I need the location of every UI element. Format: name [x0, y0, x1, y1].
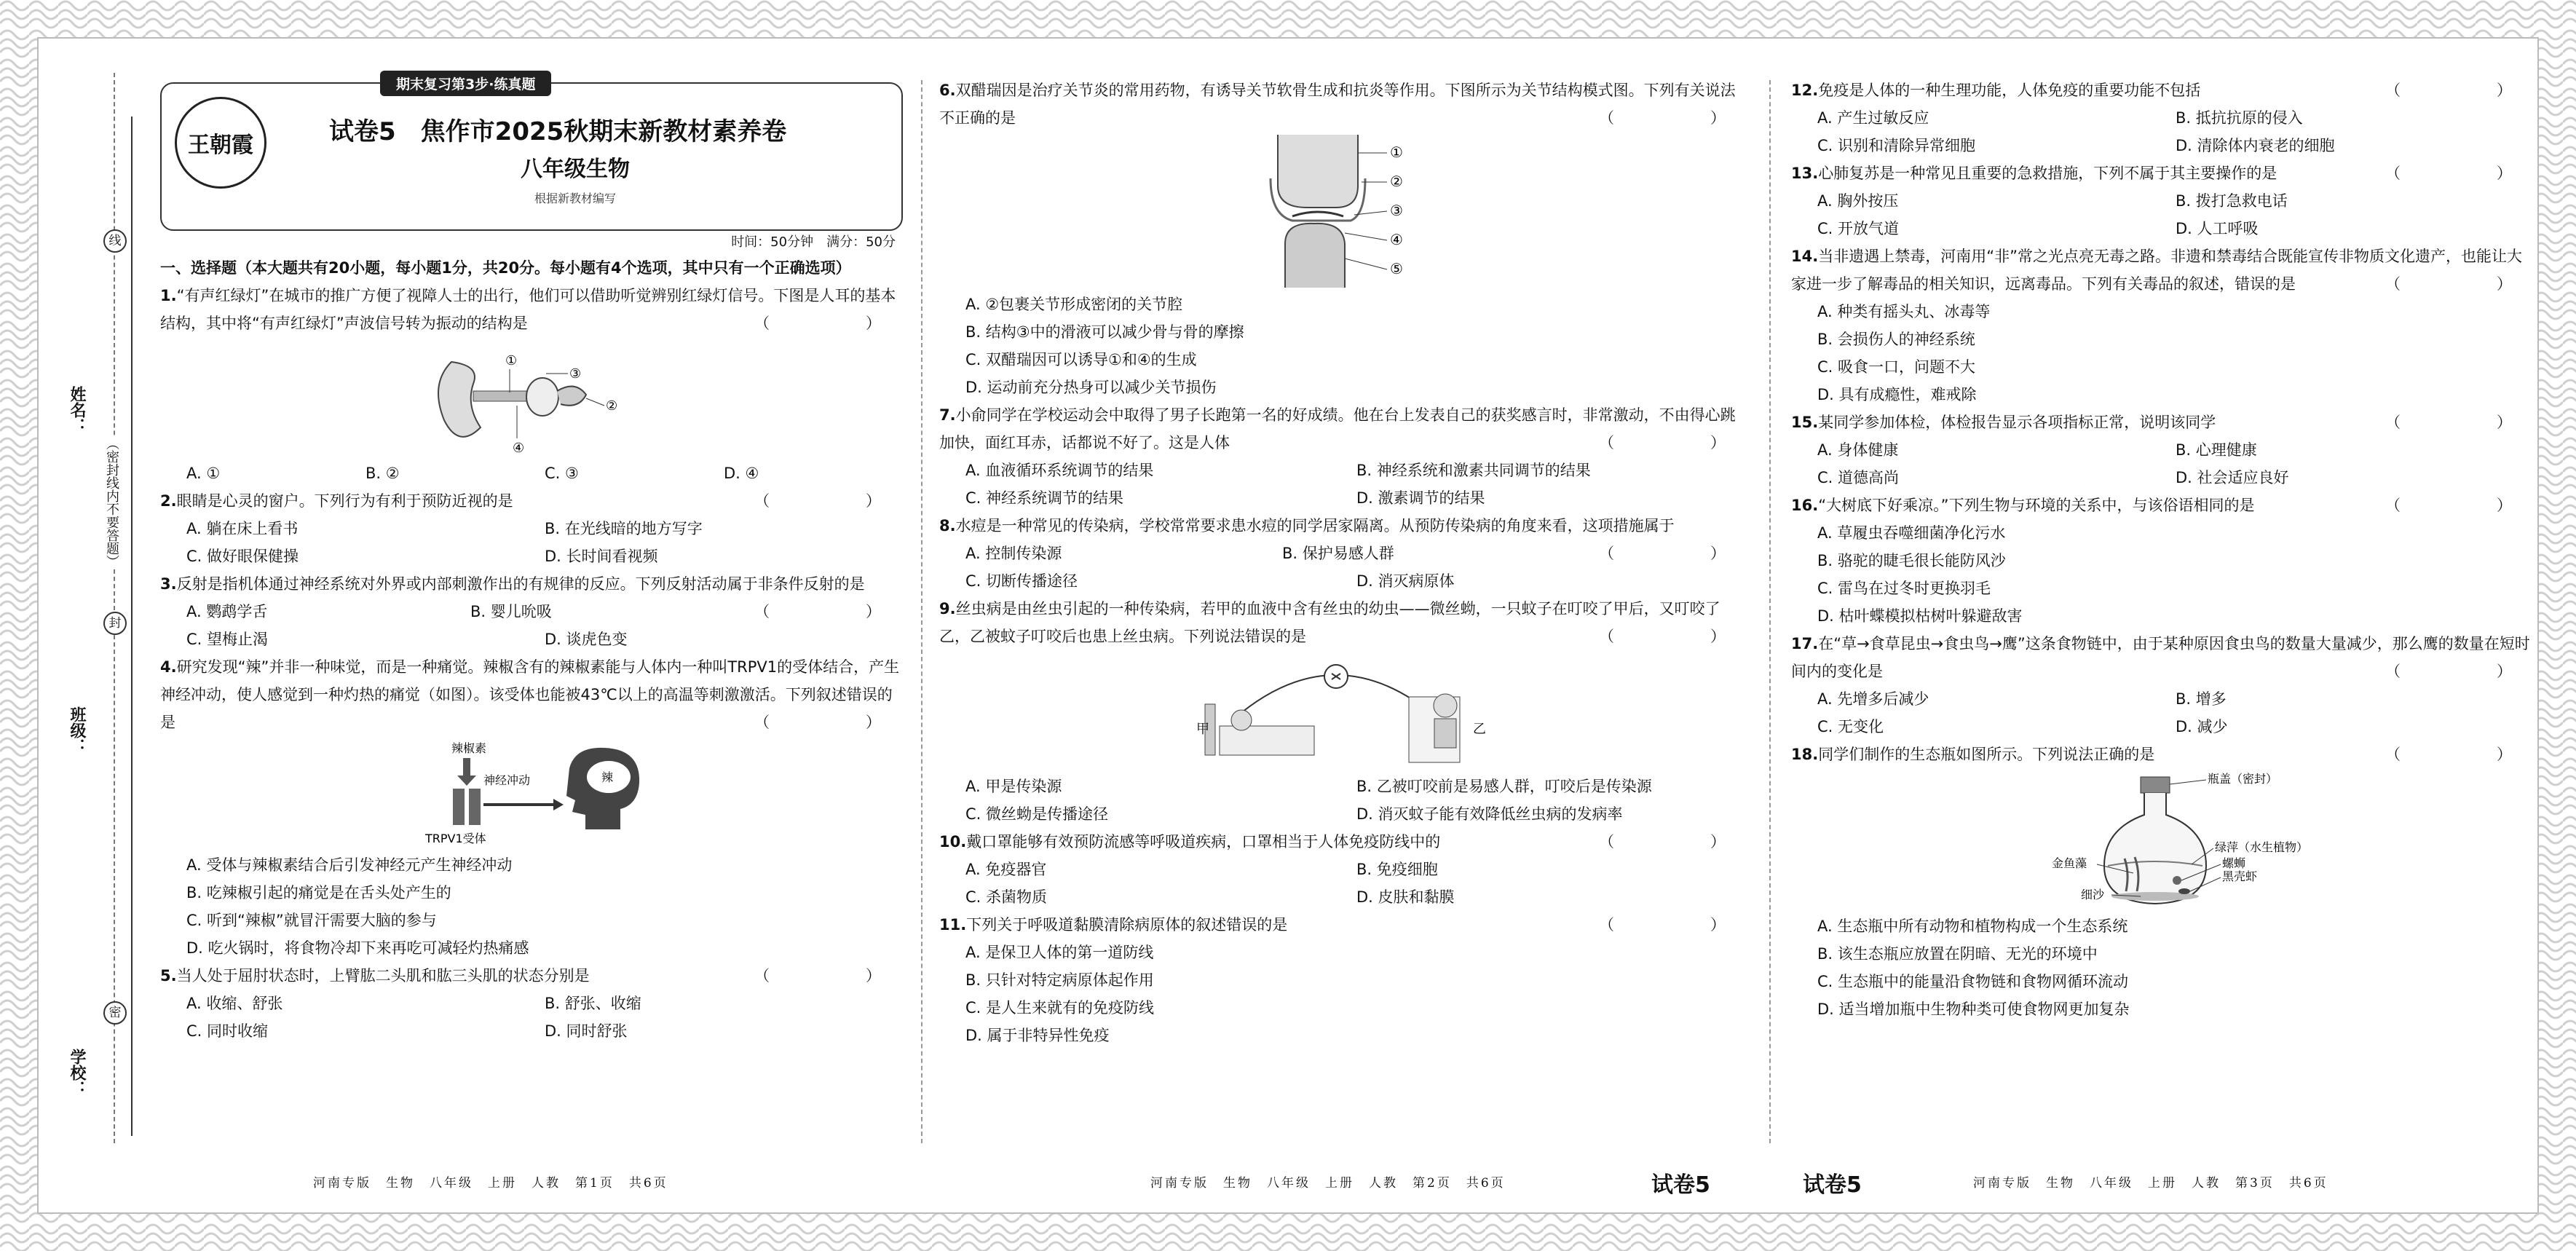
mosquito-figure: [939, 653, 1747, 770]
answer-blank[interactable]: （ ）: [2385, 82, 2534, 99]
option-d[interactable]: D. 人工呼吸: [2176, 220, 2259, 237]
question-8: [939, 512, 1747, 595]
exam-title: 试卷5 焦作市2025秋期末新教材素养卷: [329, 117, 787, 146]
exam-subtitle: 八年级生物: [521, 157, 630, 182]
question-12: [1791, 76, 2534, 159]
question-4: [160, 653, 903, 962]
option-c[interactable]: C. 雷鸟在过冬时更换羽毛: [1817, 580, 1991, 597]
option-a[interactable]: A. 鹦鹉学舌: [186, 603, 268, 620]
option-b[interactable]: B. 神经系统和激素共同调节的结果: [1356, 462, 1591, 479]
option-c[interactable]: C. 做好眼保健操: [186, 548, 299, 565]
option-b[interactable]: B. 心理健康: [2176, 441, 2257, 459]
seal-notice: （密封线内不要答题）: [102, 437, 121, 568]
option-d[interactable]: D. 适当增加瓶中生物种类可使食物网更加复杂: [1817, 1001, 2130, 1018]
question-text: 免疫是人体的一种生理功能，人体免疫的重要功能不包括: [1818, 82, 2201, 99]
question-text: 小俞同学在学校运动会中取得了男子长跑第一名的好成绩。他在台上发表自己的获奖感言时，非常激动，不由得心跳加快，面红耳赤，话都说不好了。这是人体: [939, 406, 1736, 451]
mosquito-diagram: [1183, 653, 1504, 770]
option-c[interactable]: C. ③: [545, 465, 579, 482]
binding-margin: [44, 73, 153, 1143]
section-heading: 一、选择题（本大题共有20小题，每小题1分，共20分。每小题有4个选项，其中只有一个正确选项）: [160, 259, 851, 277]
option-b[interactable]: B. 该生态瓶应放置在阴暗、无光的环境中: [1817, 945, 2098, 963]
question-number: 15.: [1791, 414, 1819, 431]
question-number: 10.: [939, 833, 967, 851]
option-c[interactable]: C. 生态瓶中的能量沿食物链和食物网循环流动: [1817, 973, 2129, 990]
option-c[interactable]: C. 微丝蚴是传播途径: [965, 805, 1109, 823]
answer-blank[interactable]: （ ）: [1599, 545, 1747, 562]
option-d[interactable]: D. 清除体内衰老的细胞: [2176, 137, 2335, 154]
ear-label-4: ④: [513, 441, 525, 456]
question-number: 11.: [939, 916, 967, 934]
time-info: 时间：50分钟 满分：50分: [731, 234, 896, 250]
option-b[interactable]: B. 乙被叮咬前是易感人群，叮咬后是传染源: [1356, 778, 1652, 795]
exam-label-left: 试卷5: [1651, 1172, 1710, 1198]
question-text: 水痘是一种常见的传染病，学校常常要求患水痘的同学居家隔离。从预防传染病的角度来看，这项措施属于: [955, 517, 1675, 534]
option-a[interactable]: A. 血液循环系统调节的结果: [965, 462, 1154, 479]
answer-blank[interactable]: （ ）: [2385, 275, 2534, 293]
option-b[interactable]: B. 拨打急救电话: [2176, 192, 2288, 210]
question-text: “有声红绿灯”在城市的推广方便了视障人士的出行，他们可以借助听觉辨别红绿灯信号。下图是人耳的基本结构，其中将“有声红绿灯”声波信号转为振动的结构是: [160, 287, 896, 332]
seal-solid-line: [131, 117, 133, 1136]
option-b[interactable]: B. 骆驼的睫毛很长能防风沙: [1817, 552, 2006, 569]
answer-blank[interactable]: （ ）: [2385, 497, 2534, 514]
joint-label-3: ③: [1390, 202, 1403, 219]
option-d[interactable]: D. 长时间看视频: [545, 548, 658, 565]
option-a[interactable]: A. 草履虫吞噬细菌净化污水: [1817, 524, 2006, 542]
answer-blank[interactable]: （ ）: [2385, 746, 2534, 763]
option-d[interactable]: D. 减少: [2176, 718, 2228, 735]
option-b[interactable]: B. 会损伤人的神经系统: [1817, 331, 1975, 348]
answer-blank[interactable]: （ ）: [754, 492, 903, 510]
option-b[interactable]: B. 吃辣椒引起的痛觉是在舌头处产生的: [186, 884, 451, 901]
option-c[interactable]: C. 识别和清除异常细胞: [1817, 137, 1976, 154]
option-d[interactable]: D. 消灭病原体: [1356, 572, 1455, 590]
question-text: “大树底下好乘凉。”下列生物与环境的关系中，与该俗语相同的是: [1818, 497, 2255, 514]
answer-blank[interactable]: （ ）: [2385, 165, 2534, 182]
option-c[interactable]: C. 道德高尚: [1817, 469, 1900, 486]
fig-hornwort-label: 金鱼藻: [2052, 856, 2087, 870]
answer-blank[interactable]: （ ）: [1599, 109, 1747, 127]
answer-blank[interactable]: （ ）: [754, 603, 903, 620]
option-c[interactable]: C. 是人生来就有的免疫防线: [965, 999, 1155, 1017]
option-a[interactable]: A. 先增多后减少: [1817, 690, 1929, 708]
question-text: 反射是指机体通过神经系统对外界或内部刺激作出的有规律的反应。下列反射活动属于非条件反射的是: [176, 575, 865, 593]
option-b[interactable]: B. 婴儿吮吸: [470, 603, 552, 620]
eco-bottle-figure: [1791, 771, 2534, 909]
option-a[interactable]: A. 产生过敏反应: [1817, 109, 1929, 127]
question-3: [160, 570, 903, 653]
option-b[interactable]: B. 免疫细胞: [1356, 861, 1438, 878]
page-footer-3: 河南专版 生物 八年级 上册 人教 第3页 共6页: [1973, 1176, 2328, 1191]
fig-capsaicin-label: 辣椒素: [451, 741, 487, 755]
ear-label-1: ①: [505, 353, 518, 368]
capsaicin-figure: [160, 739, 903, 848]
question-number: 5.: [160, 967, 177, 984]
option-b[interactable]: B. 舒张、收缩: [545, 995, 641, 1012]
question-text: 双醋瑞因是治疗关节炎的常用药物，有诱导关节软骨生成和抗炎等作用。下图所示为关节结构模式图。下列有关说法不正确的是: [939, 82, 1736, 127]
fig-duckweed-label: 绿萍（水生植物）: [2215, 840, 2309, 854]
page-footer-1: 河南专版 生物 八年级 上册 人教 第1页 共6页: [313, 1176, 668, 1191]
question-number: 16.: [1791, 497, 1819, 514]
fig-person-b: 乙: [1473, 722, 1486, 737]
joint-label-5: ⑤: [1390, 260, 1403, 277]
question-text: 同学们制作的生态瓶如图所示。下列说法正确的是: [1818, 746, 2155, 763]
question-17: [1791, 630, 2534, 741]
question-number: 14.: [1791, 248, 1819, 265]
seal-circle-seal: 封: [103, 612, 127, 635]
option-b[interactable]: B. 只针对特定病原体起作用: [965, 971, 1154, 989]
column-2: [939, 76, 1747, 1147]
exam-note: 根据新教材编写: [534, 192, 616, 205]
joint-label-1: ①: [1390, 143, 1403, 161]
answer-blank[interactable]: （ ）: [2385, 414, 2534, 431]
option-a[interactable]: A. 是保卫人体的第一道防线: [965, 944, 1154, 961]
option-d[interactable]: D. 属于非特异性免疫: [965, 1027, 1110, 1044]
option-b[interactable]: B. 增多: [2176, 690, 2227, 708]
question-number: 6.: [939, 82, 956, 99]
option-c[interactable]: C. 无变化: [1817, 718, 1884, 735]
question-number: 1.: [160, 287, 177, 304]
question-number: 12.: [1791, 82, 1819, 99]
option-a[interactable]: A. 甲是传染源: [965, 778, 1062, 795]
answer-blank[interactable]: （ ）: [1599, 916, 1747, 934]
answer-blank[interactable]: （ ）: [2385, 663, 2534, 680]
question-15: [1791, 409, 2534, 492]
answer-blank[interactable]: （ ）: [754, 315, 903, 332]
option-d[interactable]: D. 运动前充分热身可以减少关节损伤: [965, 379, 1217, 396]
joint-label-4: ④: [1390, 231, 1403, 248]
question-2: [160, 487, 903, 570]
page-footer-2: 河南专版 生物 八年级 上册 人教 第2页 共6页: [1150, 1176, 1506, 1191]
eco-bottle-diagram: [1995, 771, 2330, 909]
option-d[interactable]: D. 具有成瘾性，难戒除: [1817, 386, 1977, 403]
option-d[interactable]: D. 激素调节的结果: [1356, 489, 1485, 507]
option-d[interactable]: D. 皮肤和黏膜: [1356, 888, 1455, 906]
school-label: 学校：: [68, 1049, 86, 1097]
question-number: 13.: [1791, 165, 1819, 182]
question-number: 4.: [160, 658, 177, 676]
option-b[interactable]: B. 抵抗抗原的侵入: [2176, 109, 2303, 127]
question-text: 当非遗遇上禁毒，河南用“非”常之光点亮无毒之路。非遗和禁毒结合既能宣传非物质文化遗产，也能让大家进一步了解毒品的相关知识，远离毒品。下列有关毒品的叙述，错误的是: [1791, 248, 2522, 293]
name-label: 姓名：: [68, 386, 86, 434]
option-b[interactable]: B. ②: [366, 465, 400, 482]
joint-figure: [939, 135, 1747, 288]
question-number: 18.: [1791, 746, 1819, 763]
question-text: 在“草→食草昆虫→食虫鸟→鹰”这条食物链中，由于某种原因食虫鸟的数量大量减少，那么鹰的数量在短时间内的变化是: [1791, 635, 2530, 680]
option-c[interactable]: C. 吸食一口，问题不大: [1817, 358, 1976, 376]
option-d[interactable]: D. 社会适应良好: [2176, 469, 2289, 486]
answer-blank[interactable]: （ ）: [1599, 628, 1747, 645]
exam-header: [160, 76, 903, 231]
option-c[interactable]: C. 神经系统调节的结果: [965, 489, 1124, 507]
option-c[interactable]: C. 同时收缩: [186, 1022, 269, 1040]
class-label: 班级：: [68, 706, 86, 754]
option-b[interactable]: B. 在光线暗的地方写字: [545, 520, 703, 537]
column-3: [1791, 76, 2534, 1147]
option-c[interactable]: C. 开放气道: [1817, 220, 1900, 237]
question-13: [1791, 159, 2534, 242]
question-number: 9.: [939, 600, 956, 617]
question-text: 某同学参加体检，体检报告显示各项指标正常，说明该同学: [1818, 414, 2216, 431]
fig-snail-label: 螺蛳: [2222, 856, 2246, 870]
answer-blank[interactable]: （ ）: [754, 967, 903, 984]
question-1: [160, 282, 903, 487]
fig-shrimp-label: 黑壳虾: [2222, 869, 2258, 883]
question-9: [939, 595, 1747, 828]
column-divider: [921, 80, 922, 1143]
fig-person-a: 甲: [1196, 722, 1209, 737]
question-text: 眼睛是心灵的窗户。下列行为有利于预防近视的是: [176, 492, 513, 510]
seal-circle-line: 线: [103, 229, 127, 253]
question-16: [1791, 492, 2534, 630]
ear-label-2: ②: [606, 398, 618, 414]
column-divider: [1769, 80, 1771, 1143]
option-a[interactable]: A. 受体与辣椒素结合后引发神经元产生神经冲动: [186, 856, 513, 874]
option-c[interactable]: C. 双醋瑞因可以诱导①和④的生成: [965, 351, 1197, 368]
question-text: 研究发现“辣”并非一种味觉，而是一种痛觉。辣椒含有的辣椒素能与人体内一种叫TRPV1的受体结合，产生神经冲动，使人感觉到一种灼热的痛觉（如图）。该受体也能被43℃以上的高温等刺激激活。下列叙述错误的是: [160, 658, 900, 731]
joint-diagram: [1249, 135, 1438, 288]
option-c[interactable]: C. 切断传播途径: [965, 572, 1078, 590]
option-d[interactable]: D. 枯叶蝶模拟枯树叶躲避敌害: [1817, 607, 2023, 625]
question-text: 心肺复苏是一种常见且重要的急救措施，下列不属于其主要操作的是: [1818, 165, 2277, 182]
option-a[interactable]: A. ②包裹关节形成密闭的关节腔: [965, 296, 1183, 313]
option-b[interactable]: B. 结构③中的滑液可以减少骨与骨的摩擦: [965, 323, 1244, 341]
seal-circle-secret: 密: [103, 1001, 127, 1025]
option-a[interactable]: A. 生态瓶中所有动物和植物构成一个生态系统: [1817, 917, 2128, 935]
option-d[interactable]: D. 同时舒张: [545, 1022, 628, 1040]
option-c[interactable]: C. 杀菌物质: [965, 888, 1048, 906]
question-number: 2.: [160, 492, 177, 510]
question-18: [1791, 741, 2534, 1023]
capsaicin-diagram: [408, 739, 655, 848]
option-a[interactable]: A. 收缩、舒张: [186, 995, 283, 1012]
question-text: 丝虫病是由丝虫引起的一种传染病，若甲的血液中含有丝虫的幼虫——微丝蚴，一只蚊子在叮咬了甲后，又叮咬了乙，乙被蚊子叮咬后也患上丝虫病。下列说法错误的是: [939, 600, 1720, 645]
option-a[interactable]: A. 身体健康: [1817, 441, 1899, 459]
option-a[interactable]: A. 胸外按压: [1817, 192, 1899, 210]
option-d[interactable]: D. 谈虎色变: [545, 631, 628, 648]
option-c[interactable]: C. 听到“辣椒”就冒汗需要大脑的参与: [186, 912, 437, 929]
review-tag: 期末复习第3步·练真题: [380, 71, 551, 96]
question-number: 17.: [1791, 635, 1819, 652]
fig-lid-label: 瓶盖（密封）: [2208, 772, 2278, 786]
option-d[interactable]: D. 消灭蚊子能有效降低丝虫病的发病率: [1356, 805, 1623, 823]
ear-diagram: [422, 340, 641, 457]
question-text: 戴口罩能够有效预防流感等呼吸道疾病，口罩相当于人体免疫防线中的: [966, 833, 1441, 851]
fig-brain-label: 辣: [601, 770, 614, 784]
question-14: [1791, 242, 2534, 409]
joint-label-2: ②: [1390, 173, 1403, 190]
question-11: [939, 911, 1747, 1049]
option-a[interactable]: A. 躺在床上看书: [186, 520, 299, 537]
option-a[interactable]: A. 免疫器官: [965, 861, 1047, 878]
answer-blank[interactable]: （ ）: [1599, 434, 1747, 451]
question-number: 7.: [939, 406, 956, 424]
question-6: [939, 76, 1747, 401]
question-number: 8.: [939, 517, 956, 534]
fig-sand-label: 细沙: [2081, 888, 2105, 901]
option-d[interactable]: D. ④: [724, 465, 759, 482]
option-c[interactable]: C. 望梅止渴: [186, 631, 269, 648]
fig-receptor-label: TRPV1受体: [425, 832, 486, 845]
column-1: [160, 76, 903, 1147]
logo-text: 王朝霞: [188, 133, 253, 158]
question-text: 当人处于屈肘状态时，上臂肱二头肌和肱三头肌的状态分别是: [176, 967, 590, 984]
question-number: 3.: [160, 575, 177, 593]
question-10: [939, 828, 1747, 911]
ear-figure: [160, 340, 903, 457]
ear-label-3: ③: [569, 366, 582, 382]
option-a[interactable]: A. 控制传染源: [965, 545, 1062, 562]
exam-label-right: 试卷5: [1803, 1172, 1862, 1198]
fig-impulse-label: 神经冲动: [483, 773, 531, 787]
answer-blank[interactable]: （ ）: [1599, 833, 1747, 851]
question-7: [939, 401, 1747, 512]
question-text: 下列关于呼吸道黏膜清除病原体的叙述错误的是: [966, 916, 1288, 934]
option-b[interactable]: B. 保护易感人群: [1282, 545, 1394, 562]
answer-blank[interactable]: （ ）: [754, 714, 903, 731]
option-a[interactable]: A. ①: [186, 465, 221, 482]
question-5: [160, 962, 903, 1045]
option-a[interactable]: A. 种类有摇头丸、冰毒等: [1817, 303, 1991, 320]
option-d[interactable]: D. 吃火锅时，将食物冷却下来再吃可减轻灼热痛感: [186, 939, 529, 957]
